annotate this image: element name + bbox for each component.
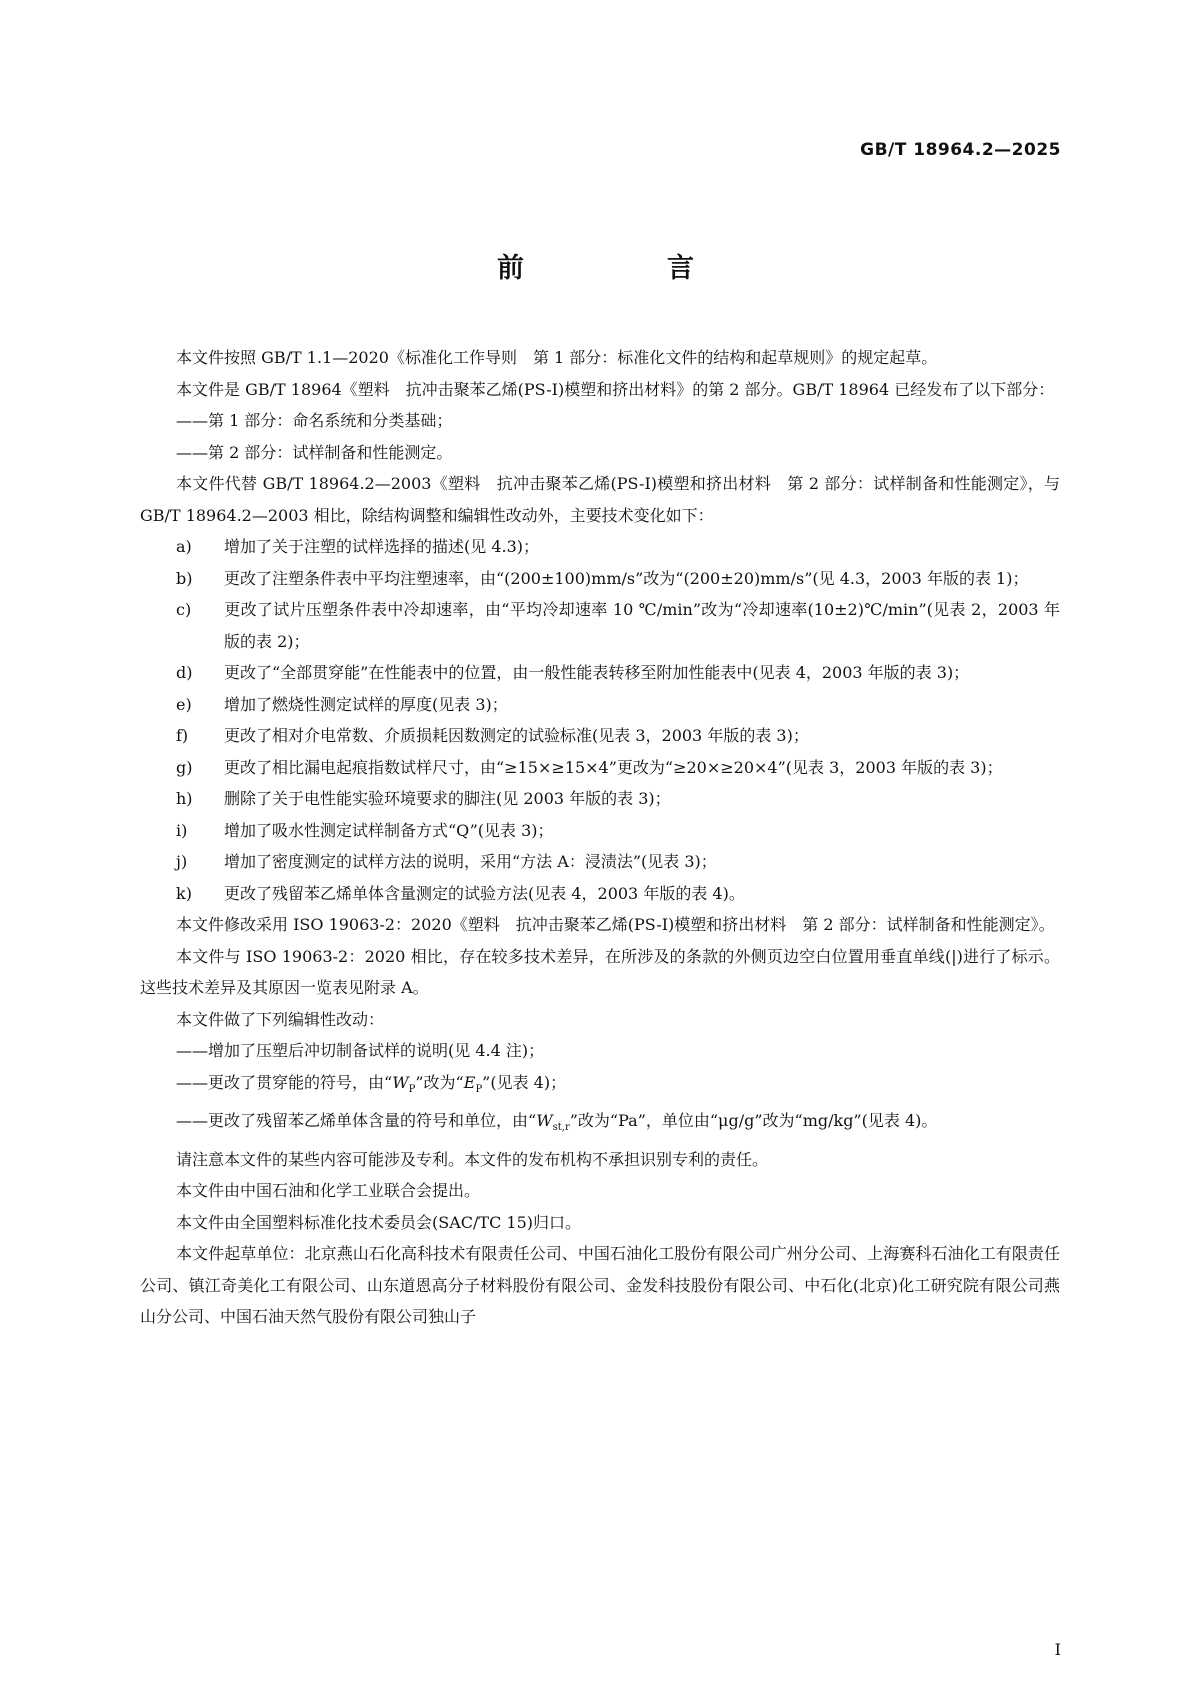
- change-item: [140, 783, 1060, 815]
- item-label: e): [176, 694, 192, 714]
- item-label: c): [176, 600, 192, 619]
- paragraph: 本文件由中国石油和化学工业联合会提出。: [176, 1181, 481, 1201]
- symbol: E: [463, 1072, 476, 1092]
- paragraph: 本文件代替 GB/T 18964.2—2003《塑料 抗冲击聚苯乙烯(PS-I)模塑和挤出材料 第 2 部分：试样制备和性能测定》，与 GB/T 18964.2—2003 相比，除结构调整和编辑性改动外，主要技术变化如下：: [140, 474, 1060, 525]
- symbol: W: [392, 1072, 409, 1092]
- item-text: 更改了相比漏电起痕指数试样尺寸，由“≥15×≥15×4”更改为“≥20×≥20×4”(见表 3，2003 年版的表 3)；: [224, 757, 1003, 777]
- page-title: 前 言: [497, 253, 752, 284]
- edit-item: [140, 1105, 1060, 1144]
- document-code: GB/T 18964.2—2025: [860, 140, 1061, 160]
- change-item: [140, 657, 1060, 689]
- item-text: 增加了密度测定的试样方法的说明，采用“方法 A：浸渍法”(见表 3)；: [224, 852, 717, 871]
- edit-text: ——更改了贯穿能的符号，由“: [176, 1072, 393, 1092]
- page-number: I: [1054, 1640, 1061, 1659]
- change-item: [140, 563, 1060, 595]
- item-text: 更改了“全部贯穿能”在性能表中的位置，由一般性能表转移至附加性能表中(见表 4，2003 年版的表 3)；: [224, 663, 970, 682]
- symbol-subscript: P: [475, 1083, 483, 1095]
- paragraph: 本文件按照 GB/T 1.1—2020《标准化工作导则 第 1 部分：标准化文件的结构和起草规则》的规定起草。: [176, 348, 938, 367]
- document-body: [140, 342, 1060, 1333]
- symbol-subscript: st,r: [552, 1122, 570, 1134]
- symbol: W: [536, 1111, 553, 1131]
- change-item: [140, 752, 1060, 784]
- list-item: ——第 2 部分：试样制备和性能测定。: [176, 442, 453, 462]
- item-label: d): [176, 663, 193, 682]
- change-item: [140, 594, 1060, 657]
- item-label: g): [176, 757, 193, 777]
- list-item: ——第 1 部分：命名系统和分类基础；: [176, 411, 453, 430]
- item-text: 更改了相对介电常数、介质损耗因数测定的试验标准(见表 3，2003 年版的表 3)；: [224, 726, 809, 745]
- paragraph: 本文件修改采用 ISO 19063-2：2020《塑料 抗冲击聚苯乙烯(PS-I)模塑和挤出材料 第 2 部分：试样制备和性能测定》。: [176, 915, 1055, 934]
- item-text: 增加了燃烧性测定试样的厚度(见表 3)；: [224, 694, 508, 714]
- change-item: [140, 815, 1060, 847]
- edit-item: [140, 1067, 1060, 1106]
- edit-text: ——更改了残留苯乙烯单体含量的符号和单位，由“: [176, 1111, 537, 1131]
- paragraph: 请注意本文件的某些内容可能涉及专利。本文件的发布机构不承担识别专利的责任。: [176, 1149, 769, 1169]
- item-text: 增加了吸水性测定试样制备方式“Q”(见表 3)；: [224, 820, 554, 840]
- paragraph: 本文件做了下列编辑性改动：: [176, 1009, 385, 1029]
- item-text: 增加了关于注塑的试样选择的描述(见 4.3)；: [224, 537, 540, 556]
- item-label: a): [176, 537, 192, 556]
- item-label: h): [176, 789, 193, 808]
- paragraph: 本文件起草单位：北京燕山石化高科技术有限责任公司、中国石油化工股份有限公司广州分公司、上海赛科石油化工有限责任公司、镇江奇美化工有限公司、山东道恩高分子材料股份有限公司、金发科技股份有限公司、中石化(北京)化工研究院有限公司燕山分公司、中国石油天然气股份有限公司独山子: [140, 1244, 1060, 1327]
- change-item: [140, 846, 1060, 878]
- item-text: 更改了注塑条件表中平均注塑速率，由“(200±100)mm/s”改为“(200±20)mm/s”(见 4.3，2003 年版的表 1)；: [224, 568, 1029, 588]
- item-text: 更改了试片压塑条件表中冷却速率，由“平均冷却速率 10 ℃/min”改为“冷却速率(10±2)℃/min”(见表 2，2003 年版的表 2)；: [224, 600, 1060, 651]
- edit-item: ——增加了压塑后冲切制备试样的说明(见 4.4 注)；: [176, 1041, 545, 1060]
- change-item: [140, 720, 1060, 752]
- item-text: 更改了残留苯乙烯单体含量测定的试验方法(见表 4，2003 年版的表 4)。: [224, 883, 745, 903]
- paragraph: 本文件是 GB/T 18964《塑料 抗冲击聚苯乙烯(PS-I)模塑和挤出材料》的第 2 部分。GB/T 18964 已经发布了以下部分：: [176, 379, 1055, 399]
- edit-text: ”(见表 4)；: [482, 1072, 567, 1092]
- paragraph: 本文件由全国塑料标准化技术委员会(SAC/TC 15)归口。: [176, 1212, 581, 1232]
- item-label: f): [176, 726, 189, 745]
- item-label: k): [176, 883, 192, 903]
- paragraph: 本文件与 ISO 19063-2：2020 相比，存在较多技术差异，在所涉及的条款的外侧页边空白位置用垂直单线(|)进行了标示。这些技术差异及其原因一览表见附录 A。: [140, 946, 1060, 997]
- item-label: j): [176, 852, 188, 871]
- item-label: b): [176, 568, 193, 588]
- change-item: [140, 531, 1060, 563]
- edit-text: ”改为“: [415, 1072, 464, 1092]
- item-label: i): [176, 820, 188, 840]
- symbol-subscript: P: [408, 1083, 416, 1095]
- change-item: [140, 689, 1060, 721]
- change-item: [140, 878, 1060, 910]
- item-text: 删除了关于电性能实验环境要求的脚注(见 2003 年版的表 3)；: [224, 789, 671, 808]
- edit-text: ”改为“Pa”，单位由“μg/g”改为“mg/kg”(见表 4)。: [569, 1111, 938, 1131]
